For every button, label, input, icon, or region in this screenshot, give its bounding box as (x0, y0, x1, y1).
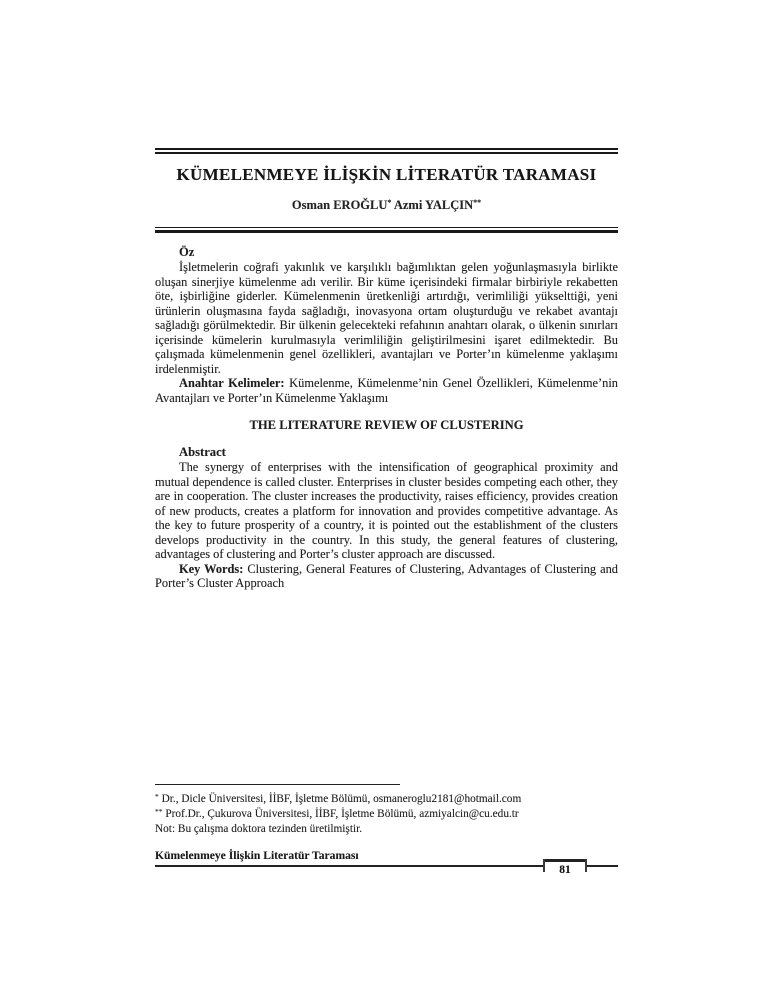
footnote-1-text: Dr., Dicle Üniversitesi, İİBF, İşletme Bölümü, osmaneroglu2181@hotmail.com (161, 793, 522, 805)
author-2-footnote-marker: ** (473, 198, 482, 207)
author-1-footnote-marker: * (387, 198, 392, 207)
footnote-separator-rule (155, 784, 400, 785)
footnote-2-marker: ** (155, 807, 163, 816)
english-section-title: THE LITERATURE REVIEW OF CLUSTERING (249, 418, 524, 432)
article-content (155, 148, 618, 591)
authors-line (155, 198, 618, 213)
page-number: 81 (559, 864, 571, 876)
article-title: KÜMELENMEYE İLİŞKİN LİTERATÜR TARAMASI (176, 165, 597, 184)
header-top-rule (155, 148, 618, 154)
footnotes-block (155, 784, 618, 836)
turkish-keywords-text: Kümelenme, Kümelenme’nin Genel Özellikleri, Kümelenme’nin Avantajları ve Porter’ın Kümelenme Yaklaşımı (155, 376, 618, 405)
english-keywords-label: Key Words: (179, 561, 244, 576)
page-number-tab (545, 859, 585, 884)
author-1-name: Osman EROĞLU (291, 198, 388, 212)
turkish-keywords-label: Anahtar Kelimeler: (179, 376, 285, 390)
author-2-name: Azmi YALÇIN (393, 198, 474, 212)
footnote-1-marker: * (155, 792, 159, 801)
running-title: Kümelenmeye İlişkin Literatür Taraması (155, 849, 359, 862)
turkish-abstract-heading: Öz (179, 245, 195, 259)
english-keywords (155, 562, 618, 591)
footnote-3-text: Not: Bu çalışma doktora tezinden üretilmiştir. (155, 823, 363, 835)
footnote-line (155, 822, 618, 836)
english-keywords-text: Clustering, General Features of Clustering, Advantages of Clustering and Porter’s Cluster Approach (155, 561, 618, 590)
header-bottom-rule (155, 227, 618, 233)
footnote-line (155, 807, 618, 822)
turkish-abstract-body: İşletmelerin coğrafi yakınlık ve karşılıklı bağımlıktan gelen yoğunlaşmasıyla birlikte oluşan sinerjiye kümelenme adı verilir. Bir küme içerisindeki firmalar birbiriyle rekabetten öte, işbirliğine giderler. Kümelenmenin üretkenliği artırdığı, verimliliği yükselttiği, yeni ürünlerin oluşmasına fayda sağladığı, inovasyona ortam oluşturduğu ve rekabet avantajı sağladığı görülmektedir. Bir ülkenin gelecekteki refahının anahtarı olarak, o ülkenin sınırları içerisinde kümelerin kurulmasıyla verimliliğin geliştirilmesini işaret edilmektedir. Bu çalışmada kümelenmenin genel özellikleri, avantajları ve Porter’ın kümelenme yaklaşımı irdelenmiştir. (155, 260, 618, 376)
english-abstract-body: The synergy of enterprises with the intensification of geographical proximity and mutual dependence is called cluster. Enterprises in cluster besides competing each other, they are in cooperation. The cluster increases the productivity, raises efficiency, provides creation of new products, creates a platform for innovation and provides competitive advantage. As the key to future prosperity of a country, it is pointed out the establishment of the clusters develops productivity in the country. In this study, the general features of clustering, advantages of clustering and Porter’s cluster approach are discussed. (155, 460, 618, 561)
turkish-keywords (155, 376, 618, 405)
page-footer (155, 849, 618, 876)
footer-rule (155, 864, 618, 876)
footnote-line (155, 792, 618, 807)
english-abstract-heading: Abstract (179, 445, 226, 459)
footnote-2-text: Prof.Dr., Çukurova Üniversitesi, İİBF, İşletme Bölümü, azmiyalcin@cu.edu.tr (165, 808, 519, 820)
